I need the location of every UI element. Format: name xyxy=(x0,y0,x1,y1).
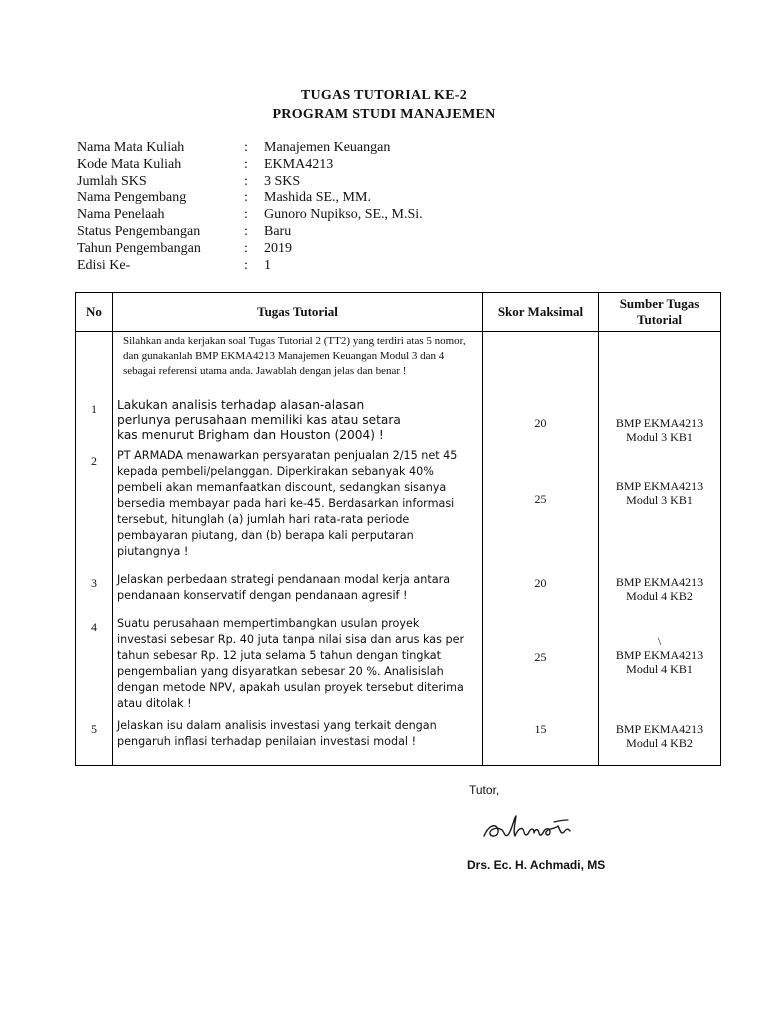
info-value: Baru xyxy=(264,223,292,239)
task-line: bersedia membayar pada hari ke-45. Berdasarkan informasi xyxy=(117,496,455,510)
max-score: 25 xyxy=(534,491,547,506)
cell-no xyxy=(76,570,113,614)
task-line: pendanaan konservatif dengan pendanaan agresif ! xyxy=(117,588,408,602)
table-row xyxy=(76,614,721,716)
info-value: EKMA4213 xyxy=(264,156,334,172)
document-subtitle: PROGRAM STUDI MANAJEMEN xyxy=(272,107,496,122)
row-number: 5 xyxy=(91,721,97,736)
cell-no xyxy=(76,332,113,396)
cell-task xyxy=(113,448,483,570)
task-line: PT ARMADA menawarkan persyaratan penjualan 2/15 net 45 xyxy=(117,448,458,462)
info-colon: : xyxy=(244,173,248,189)
info-colon: : xyxy=(244,207,248,223)
source-line: BMP EKMA4213 xyxy=(615,721,704,736)
task-text xyxy=(113,396,482,443)
cell-no xyxy=(76,448,113,570)
info-value: Manajemen Keuangan xyxy=(264,140,391,155)
cell-sumber xyxy=(599,448,721,570)
info-row-edition xyxy=(77,258,423,275)
document-title: TUGAS TUTORIAL KE-2 xyxy=(300,88,468,103)
task-text xyxy=(113,614,482,712)
cell-task xyxy=(113,716,483,766)
task-line: dengan metode NPV, apakah usulan proyek tersebut diterima xyxy=(117,680,464,694)
info-label: Status Pengembangan xyxy=(77,223,201,239)
cell-skor xyxy=(483,614,599,716)
handwritten-signature xyxy=(478,808,588,848)
task-line: atau ditolak ! xyxy=(117,696,192,710)
task-line: tersebut, hitunglah (a) jumlah hari rata-rata periode xyxy=(117,512,410,526)
tutorial-task-table xyxy=(75,292,721,766)
cell-skor xyxy=(483,448,599,570)
info-row-credits xyxy=(77,174,423,191)
cell-task xyxy=(113,570,483,614)
task-line: kepada pembeli/pelanggan. Diperkirakan sebanyak 40% xyxy=(117,464,434,478)
cell-no xyxy=(76,716,113,766)
cell-sumber xyxy=(599,332,721,396)
info-label: Nama Mata Kuliah xyxy=(77,140,185,155)
info-label: Edisi Ke- xyxy=(77,257,131,273)
info-row-course-name xyxy=(77,140,423,157)
course-info xyxy=(77,140,423,274)
info-value: Mashida SE., MM. xyxy=(264,190,371,206)
table-header-row xyxy=(76,293,721,332)
task-line: tahun sebesar Rp. 12 juta selama 5 tahun dengan tingkat xyxy=(117,648,442,662)
cell-skor xyxy=(483,332,599,396)
source-line: BMP EKMA4213 xyxy=(615,415,704,430)
task-line: investasi sebesar Rp. 40 juta tanpa nilai sisa dan arus kas per xyxy=(117,632,465,646)
source-text xyxy=(599,570,720,603)
instructions-text: Silahkan anda kerjakan soal Tugas Tutorial 2 (TT2) yang terdiri atas 5 nomor, dan gunakanlah BMP EKMA4213 Manajemen Keuangan Modul 3 dan 4 sebagai referensi utama anda. Jawablah dengan jelas dan benar ! xyxy=(123,335,466,377)
task-line: Jelaskan perbedaan strategi pendanaan modal kerja antara xyxy=(117,572,451,586)
table-row xyxy=(76,570,721,614)
source-line: BMP EKMA4213 xyxy=(615,647,704,662)
info-label: Jumlah SKS xyxy=(77,173,147,189)
task-line: pembeli akan memanfaatkan discount, sedangkan sisanya xyxy=(117,480,447,494)
task-line: pengaruh inflasi terhadap penilaian investasi modal ! xyxy=(117,734,417,748)
info-colon: : xyxy=(244,140,248,155)
info-row-year xyxy=(77,241,423,258)
cell-intro xyxy=(113,332,483,396)
table-row xyxy=(76,396,721,448)
max-score: 20 xyxy=(534,575,547,590)
info-colon: : xyxy=(244,190,248,206)
max-score: 25 xyxy=(534,649,547,664)
source-line: \ xyxy=(657,633,662,648)
table-row-intro xyxy=(76,332,721,396)
cell-skor xyxy=(483,570,599,614)
cell-sumber xyxy=(599,570,721,614)
task-line: kas menurut Brigham dan Houston (2004) ! xyxy=(117,427,384,442)
source-line: BMP EKMA4213 xyxy=(615,478,704,493)
cell-task xyxy=(113,396,483,448)
cell-no xyxy=(76,396,113,448)
source-line: BMP EKMA4213 xyxy=(615,574,704,589)
row-number: 1 xyxy=(91,401,97,416)
info-value: Gunoro Nupikso, SE., M.Si. xyxy=(264,207,423,223)
task-text xyxy=(113,716,482,750)
task-line: pengembalian yang disyaratkan sebesar 20 %. Analisislah xyxy=(117,664,444,678)
header-no: No xyxy=(76,293,113,332)
cell-sumber xyxy=(599,396,721,448)
source-text xyxy=(599,396,720,444)
tutor-name: Drs. Ec. H. Achmadi, MS xyxy=(467,858,606,872)
task-line: perlunya perusahaan memiliki kas atau setara xyxy=(117,412,401,427)
info-row-developer xyxy=(77,190,423,207)
cell-sumber xyxy=(599,614,721,716)
cell-skor xyxy=(483,716,599,766)
source-text xyxy=(599,716,720,750)
info-colon: : xyxy=(244,240,248,256)
row-number: 3 xyxy=(91,575,97,590)
task-text xyxy=(113,570,482,604)
tutor-label: Tutor, xyxy=(469,783,500,797)
header-task: Tugas Tutorial xyxy=(113,293,483,332)
max-score: 15 xyxy=(534,721,547,736)
info-row-status xyxy=(77,224,423,241)
task-line: pembayaran piutang, dan (b) berapa kali perputaran xyxy=(117,528,414,542)
info-value: 2019 xyxy=(264,240,292,256)
info-row-course-code xyxy=(77,157,423,174)
info-colon: : xyxy=(244,156,248,172)
table-row xyxy=(76,716,721,766)
header-source: Sumber Tugas Tutorial xyxy=(599,293,721,332)
task-text xyxy=(113,448,482,560)
info-row-reviewer xyxy=(77,207,423,224)
source-line: Modul 4 KB2 xyxy=(626,588,693,603)
source-line: Modul 3 KB1 xyxy=(626,492,693,507)
source-line: Modul 3 KB1 xyxy=(626,429,693,444)
table-row xyxy=(76,448,721,570)
task-line: Jelaskan isu dalam analisis investasi yang terkait dengan xyxy=(117,718,437,732)
source-text xyxy=(599,614,720,676)
task-line: piutangnya ! xyxy=(117,544,189,558)
info-label: Kode Mata Kuliah xyxy=(77,156,182,172)
info-label: Nama Penelaah xyxy=(77,207,165,223)
source-line: Modul 4 KB2 xyxy=(626,735,693,750)
cell-sumber xyxy=(599,716,721,766)
source-text xyxy=(599,448,720,507)
task-line: Suatu perusahaan mempertimbangkan usulan proyek xyxy=(117,616,420,630)
info-colon: : xyxy=(244,223,248,239)
cell-no xyxy=(76,614,113,716)
task-line: Lakukan analisis terhadap alasan-alasan xyxy=(117,397,365,412)
info-value: 1 xyxy=(264,257,271,273)
cell-skor xyxy=(483,396,599,448)
row-number: 2 xyxy=(91,453,97,468)
max-score: 20 xyxy=(534,415,547,430)
info-label: Nama Pengembang xyxy=(77,190,187,206)
info-value: 3 SKS xyxy=(264,173,301,189)
cell-task xyxy=(113,614,483,716)
row-number: 4 xyxy=(91,619,97,634)
info-label: Tahun Pengembangan xyxy=(77,240,201,256)
source-line: Modul 4 KB1 xyxy=(626,661,693,676)
header-max-score: Skor Maksimal xyxy=(483,293,599,332)
info-colon: : xyxy=(244,257,248,273)
